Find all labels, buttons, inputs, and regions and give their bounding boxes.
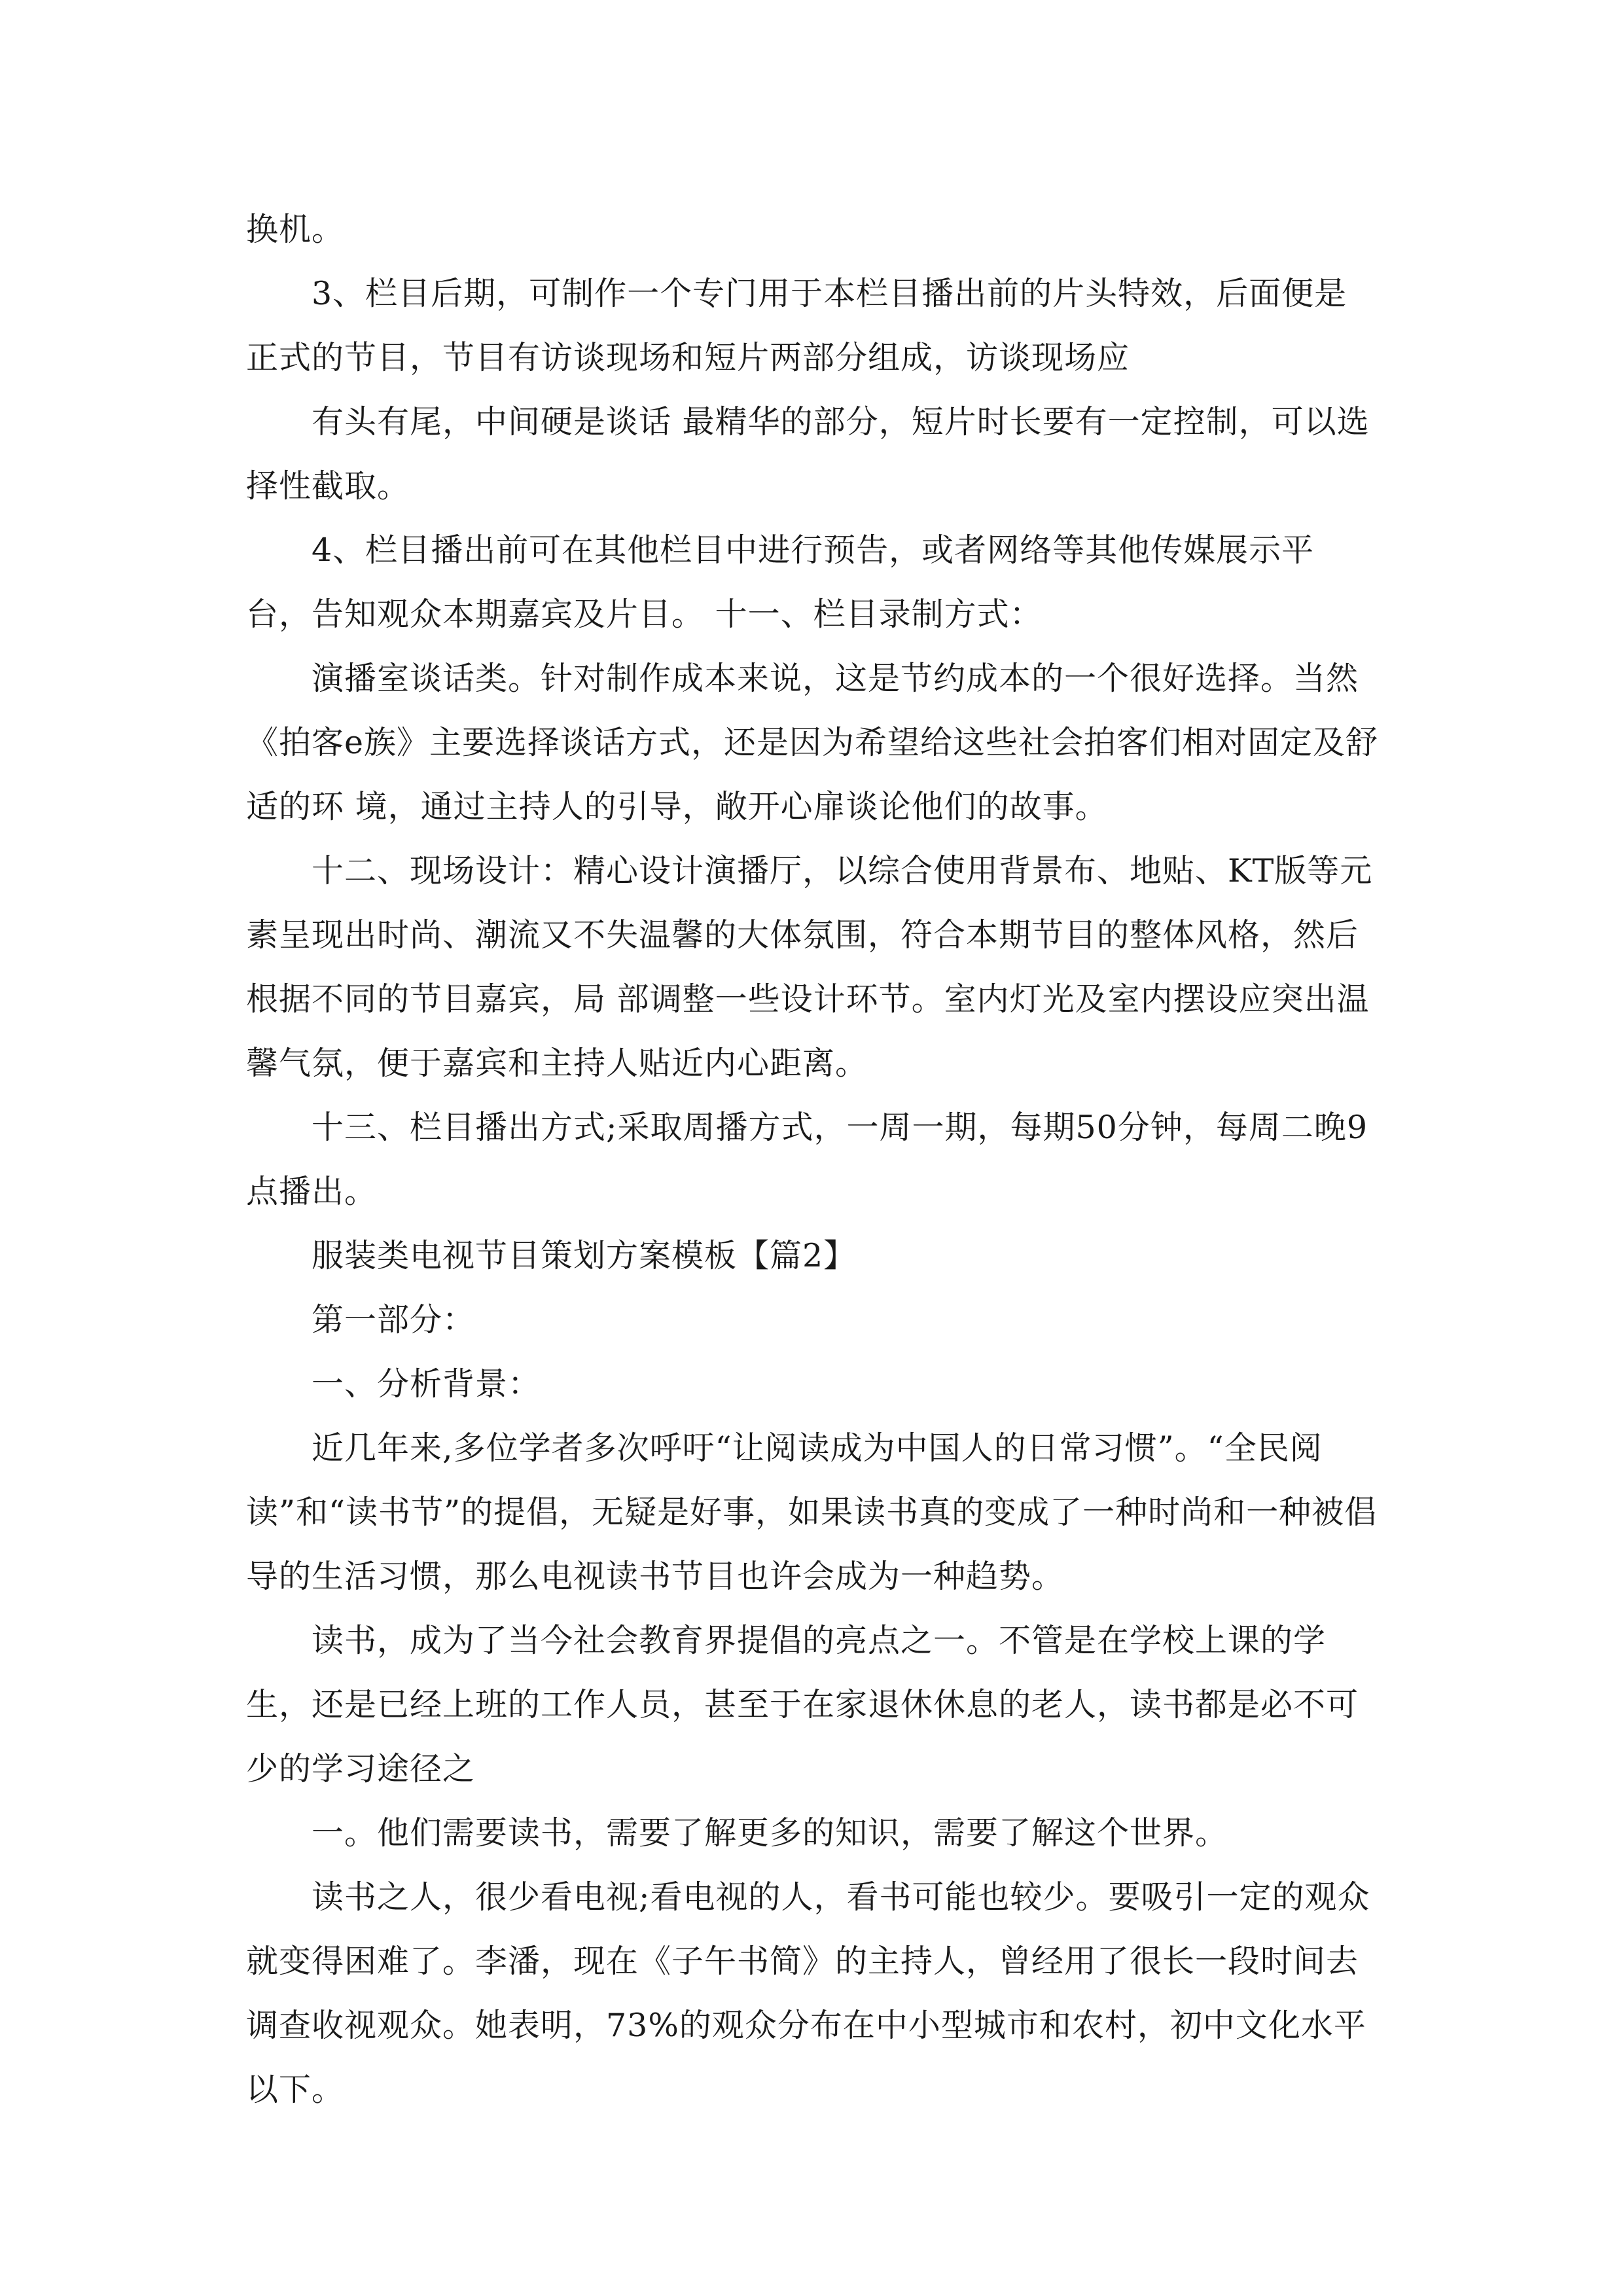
section-heading: 服装类电视节目策划方案模板【篇2】 — [312, 1237, 857, 1274]
paragraph-13: 一。他们需要读书，需要了解更多的知识，需要了解这个世界。 — [312, 1814, 1228, 1852]
paragraph-5: 演播室谈话类。针对制作成本来说，这是节约成本的一个很好选择。当然《拍客e族》主要选择谈话方式，还是因为希望给这些社会拍客们相对固定及舒适的环 境，通过主持人的引导，敞开心扉谈论他们的故事。 — [246, 660, 1378, 825]
paragraph-14: 读书之人，很少看电视;看电视的人，看书可能也较少。要吸引一定的观众就变得困难了。李潘，现在《子午书简》的主持人，曾经用了很长一段时间去调查收视观众。她表明，73%的观众分布在中小型城市和农村，初中文化水平以下。 — [246, 1878, 1370, 2108]
paragraph-1: 换机。 — [246, 211, 345, 248]
paragraph-4: 4、栏目播出前可在其他栏目中进行预告，或者网络等其他传媒展示平台，告知观众本期嘉宾及片目。 十一、栏目录制方式： — [246, 531, 1315, 633]
document-body — [246, 198, 1380, 2122]
part-heading: 第一部分： — [312, 1301, 476, 1338]
paragraph-2: 3、栏目后期，可制作一个专门用于本栏目播出前的片头特效，后面便是正式的节目，节目有访谈现场和短片两部分组成，访谈现场应 — [246, 275, 1347, 376]
paragraph-11: 近几年来,多位学者多次呼吁“让阅读成为中国人的日常习惯”。“全民阅读”和“读书节”的提倡，无疑是好事，如果读书真的变成了一种时尚和一种被倡导的生活习惯，那么电视读书节目也许会成为一种趋势。 — [246, 1429, 1378, 1595]
paragraph-7: 十三、栏目播出方式;采取周播方式，一周一期，每期50分钟，每周二晚9点播出。 — [246, 1109, 1368, 1210]
paragraph-3: 有头有尾，中间硬是谈话 最精华的部分，短片时长要有一定控制，可以选择性截取。 — [246, 403, 1370, 505]
subheading-background: 一、分析背景： — [312, 1365, 541, 1403]
paragraph-12: 读书，成为了当今社会教育界提倡的亮点之一。不管是在学校上课的学生，还是已经上班的工作人员，甚至于在家退休休息的老人，读书都是必不可少的学习途径之 — [246, 1622, 1359, 1787]
paragraph-6: 十二、现场设计：精心设计演播厅，以综合使用背景布、地贴、KT版等元素呈现出时尚、潮流又不失温馨的大体氛围，符合本期节目的整体风格，然后根据不同的节目嘉宾，局 部调整一些设计环节。室内灯光及室内摆设应突出温馨气氛，便于嘉宾和主持人贴近内心距离。 — [246, 852, 1373, 1082]
